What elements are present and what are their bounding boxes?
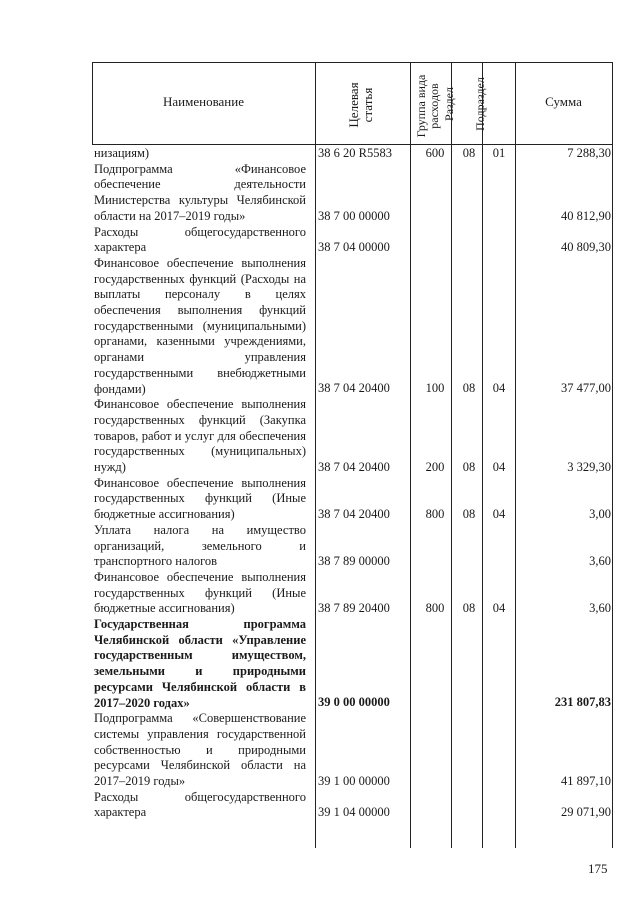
table-row <box>92 570 613 617</box>
row-subsection: 04 <box>492 601 506 616</box>
row-code: 39 1 04 00000 <box>318 805 390 820</box>
table-row <box>92 476 613 523</box>
row-name: низациям) <box>94 146 150 160</box>
row-subsection: 01 <box>492 145 506 160</box>
row-sum: 37 477,00 <box>561 381 611 396</box>
table-row <box>92 711 613 790</box>
row-sum: 3,00 <box>589 507 611 522</box>
row-subsection: 04 <box>492 381 506 396</box>
header-name: Наименование <box>163 94 244 109</box>
row-code: 38 7 04 20400 <box>318 459 390 474</box>
table-row <box>92 162 613 225</box>
row-sum: 3 329,30 <box>567 459 611 474</box>
row-section: 08 <box>462 507 476 522</box>
row-section: 08 <box>462 145 476 160</box>
row-subsection: 04 <box>492 459 506 474</box>
row-group: 200 <box>425 459 445 474</box>
row-code: 38 7 00 00000 <box>318 208 390 223</box>
row-sum: 3,60 <box>589 601 611 616</box>
row-code: 38 7 89 20400 <box>318 601 390 616</box>
row-group: 800 <box>425 601 445 616</box>
row-section: 08 <box>462 459 476 474</box>
table-row <box>92 523 613 570</box>
row-sum: 3,60 <box>589 554 611 569</box>
row-section: 08 <box>462 601 476 616</box>
row-sum: 40 809,30 <box>561 240 611 255</box>
row-name: Финансовое обеспечение выполнения государственных функций (Иные бюджетные ассигнования) <box>94 569 306 616</box>
table-row <box>92 790 613 821</box>
row-group: 100 <box>425 381 445 396</box>
header-sum: Сумма <box>545 94 582 109</box>
row-name: Финансовое обеспечение выполнения государственных функций (Расходы на выплаты персоналу в целях обеспечения выполнения функций государственными (муниципальными) органами, казенными учреждениями, органами управления государственными внебюджетными фондами) <box>94 255 306 396</box>
row-name: Расходы общегосударственного характера <box>94 224 306 255</box>
row-name: Финансовое обеспечение выполнения государственных функций (Закупка товаров, работ и услуг для обеспечения государственных (муниципальных) нужд) <box>94 397 306 474</box>
page-number: 175 <box>588 861 608 876</box>
row-code: 38 7 04 20400 <box>318 381 390 396</box>
row-sum: 40 812,90 <box>561 208 611 223</box>
row-code: 38 7 89 00000 <box>318 554 390 569</box>
row-subsection: 04 <box>492 507 506 522</box>
row-name: Уплата налога на имущество организаций, земельного и транспортного налогов <box>94 522 306 569</box>
row-sum: 29 071,90 <box>561 805 611 820</box>
table-row <box>92 397 613 476</box>
row-sum: 41 897,10 <box>561 773 611 788</box>
row-section: 08 <box>462 381 476 396</box>
row-code: 38 6 20 R5583 <box>318 145 392 160</box>
row-name: Подпрограмма «Совершенствование системы управления государственной собственностью и природными ресурсами Челябинской области на 2017–2019 годы» <box>94 711 306 788</box>
table-row <box>92 256 613 397</box>
row-name: Подпрограмма «Финансовое обеспечение деятельности Министерства культуры Челябинской области на 2017–2019 годы» <box>94 161 306 223</box>
row-code: 38 7 04 20400 <box>318 507 390 522</box>
row-name: Расходы общегосударственного характера <box>94 789 306 820</box>
row-sum: 231 807,83 <box>554 695 611 710</box>
header-subsection: Подраздел <box>473 77 487 131</box>
row-group: 600 <box>425 145 445 160</box>
header-code: Целевая статья <box>346 82 375 128</box>
row-name: Государственная программа Челябинской области «Управление государственным имуществом, земельными и природными ресурсами Челябинской области в 2017–2020 годах» <box>94 617 306 710</box>
row-code: 39 1 00 00000 <box>318 773 390 788</box>
header-section: Раздел <box>442 87 456 121</box>
table-row <box>92 617 613 711</box>
table-row <box>92 146 613 162</box>
table-row <box>92 225 613 256</box>
row-name: Финансовое обеспечение выполнения государственных функций (Иные бюджетные ассигнования) <box>94 475 306 522</box>
row-sum: 7 288,30 <box>567 145 611 160</box>
header-group: Группа вида расходов <box>414 74 441 138</box>
row-code: 38 7 04 00000 <box>318 240 390 255</box>
table-top-border <box>92 62 613 63</box>
row-code: 39 0 00 00000 <box>318 695 390 710</box>
row-group: 800 <box>425 507 445 522</box>
